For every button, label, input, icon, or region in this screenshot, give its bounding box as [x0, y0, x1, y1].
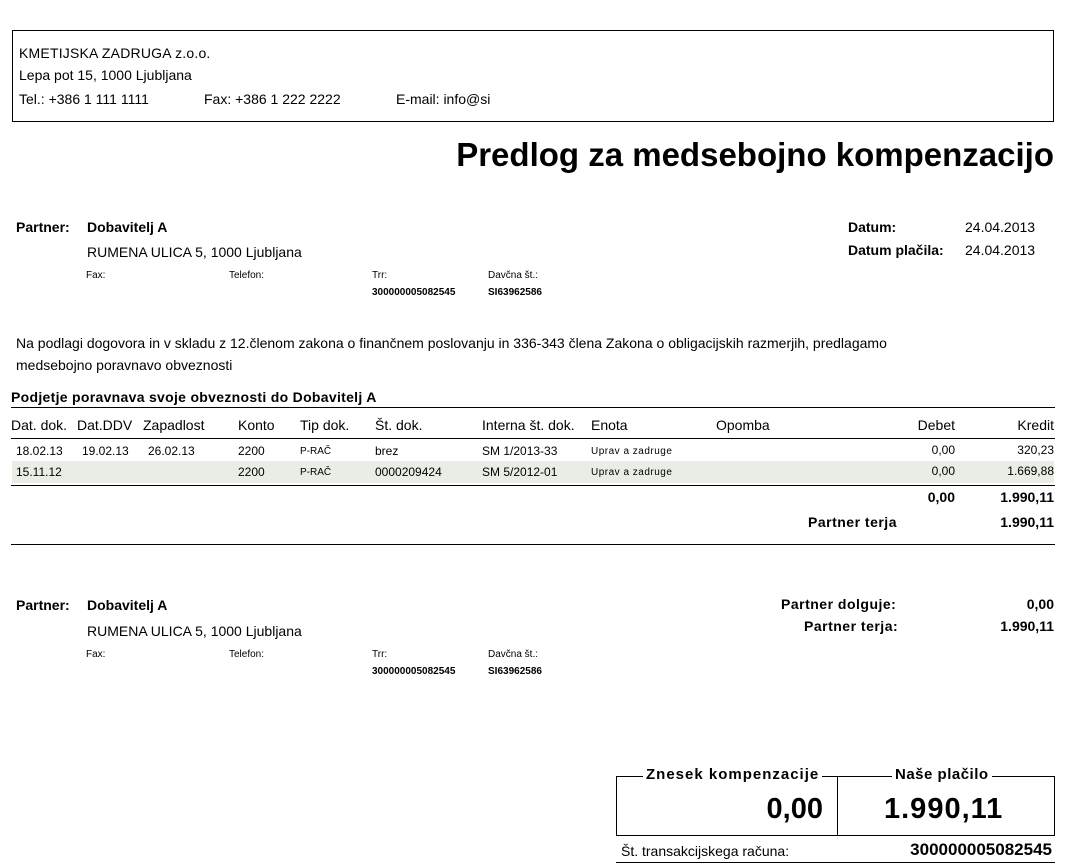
col-zapadlost: Zapadlost [143, 417, 205, 433]
col-dat-ddv: Dat.DDV [77, 417, 133, 433]
partner-label: Partner: [16, 219, 70, 235]
kompenzacija-label: Znesek kompenzacije [643, 766, 822, 783]
col-tip-dok: Tip dok. [300, 417, 350, 433]
totals-divider [11, 485, 1055, 486]
col-dat-dok: Dat. dok. [11, 417, 68, 433]
partner-trr-value: 300000005082545 [372, 287, 456, 298]
cell-konto: 2200 [238, 444, 265, 458]
kompenzacija-box [616, 766, 838, 836]
nase-placilo-value: 1.990,11 [884, 793, 1004, 825]
datum-placila-value: 24.04.2013 [965, 242, 1036, 258]
cell-tip-dok: P-RAČ [300, 446, 332, 457]
intro-line-2: medsebojno poravnavo obveznosti [16, 357, 233, 373]
section-end-divider [11, 544, 1055, 545]
partner-dolguje-value: 0,00 [1026, 596, 1054, 612]
cell-enota: Uprav a zadruge [591, 467, 673, 478]
partner-davcna-value: SI63962586 [488, 287, 542, 298]
partner-trr-label: Trr: [372, 270, 388, 281]
transakcijski-label: Št. transakcijskega računa: [621, 843, 790, 859]
partner2-davcna-label: Davčna št.: [488, 649, 539, 660]
cell-tip-dok: P-RAČ [300, 467, 332, 478]
cell-debet: 0,00 [931, 464, 955, 478]
transakcijski-underline [616, 862, 1055, 863]
company-fax: Fax: +386 1 222 2222 [204, 91, 341, 107]
datum-placila-label: Datum plačila: [848, 242, 944, 258]
kompenzacija-value: 0,00 [766, 793, 823, 825]
partner-telefon-label: Telefon: [229, 270, 265, 281]
partner-terja-label: Partner terja [808, 514, 897, 530]
company-name: KMETIJSKA ZADRUGA z.o.o. [19, 45, 211, 61]
total-debet: 0,00 [927, 489, 955, 505]
partner2-trr-value: 300000005082545 [372, 666, 456, 677]
col-enota: Enota [591, 417, 628, 433]
company-email: E-mail: info@si [396, 91, 491, 107]
cell-enota: Uprav a zadruge [591, 446, 673, 457]
document-title: Predlog za medsebojno kompenzacijo [456, 136, 1054, 173]
datum-value: 24.04.2013 [965, 219, 1036, 235]
cell-st-dok: brez [375, 444, 399, 458]
section-divider [11, 407, 1055, 408]
nase-placilo-label: Naše plačilo [892, 766, 992, 783]
col-interna: Interna št. dok. [482, 417, 575, 433]
cell-interna: SM 1/2013-33 [482, 444, 558, 458]
col-konto: Konto [238, 417, 275, 433]
cell-kredit: 320,23 [1017, 443, 1054, 457]
partner2-telefon-label: Telefon: [229, 649, 265, 660]
cell-debet: 0,00 [931, 443, 955, 457]
company-address: Lepa pot 15, 1000 Ljubljana [19, 67, 192, 83]
col-opomba: Opomba [716, 417, 770, 433]
col-st-dok: Št. dok. [375, 417, 423, 433]
partner2-terja-value: 1.990,11 [1000, 618, 1054, 634]
cell-dat-dok: 15.11.12 [16, 465, 62, 479]
cell-st-dok: 0000209424 [375, 465, 442, 479]
col-debet: Debet [917, 417, 955, 433]
nase-placilo-box [837, 766, 1055, 836]
cell-konto: 2200 [238, 465, 265, 479]
partner2-davcna-value: SI63962586 [488, 666, 542, 677]
cell-kredit: 1.669,88 [1007, 464, 1054, 478]
partner2-trr-label: Trr: [372, 649, 388, 660]
partner2-label: Partner: [16, 597, 70, 613]
partner2-fax-label: Fax: [86, 649, 106, 660]
company-tel: Tel.: +386 1 111 1111 [19, 91, 149, 107]
cell-dat-ddv: 19.02.13 [82, 444, 129, 458]
partner-terja-value: 1.990,11 [1000, 514, 1054, 530]
table-header-divider [11, 438, 1055, 439]
partner2-address: RUMENA ULICA 5, 1000 Ljubljana [87, 623, 302, 639]
partner-davcna-label: Davčna št.: [488, 270, 539, 281]
intro-line-1: Na podlagi dogovora in v skladu z 12.členom zakona o finančnem poslovanju in 336-343 člena Zakona o obligacijskih razmerjih, predlagamo [16, 335, 887, 351]
company-header-box [12, 30, 1054, 122]
cell-interna: SM 5/2012-01 [482, 465, 558, 479]
partner-fax-label: Fax: [86, 270, 106, 281]
transakcijski-value: 300000005082545 [910, 840, 1052, 859]
section-title: Podjetje poravnava svoje obveznosti do Dobavitelj A [11, 389, 377, 405]
partner2-terja-label: Partner terja: [804, 618, 899, 634]
partner-dolguje-label: Partner dolguje: [781, 596, 897, 612]
partner2-name: Dobavitelj A [87, 597, 168, 613]
cell-dat-dok: 18.02.13 [16, 444, 63, 458]
col-kredit: Kredit [1017, 417, 1054, 433]
total-kredit: 1.990,11 [1000, 489, 1054, 505]
datum-label: Datum: [848, 219, 897, 235]
cell-zapadlost: 26.02.13 [148, 444, 195, 458]
partner-address: RUMENA ULICA 5, 1000 Ljubljana [87, 244, 302, 260]
partner-name: Dobavitelj A [87, 219, 168, 235]
